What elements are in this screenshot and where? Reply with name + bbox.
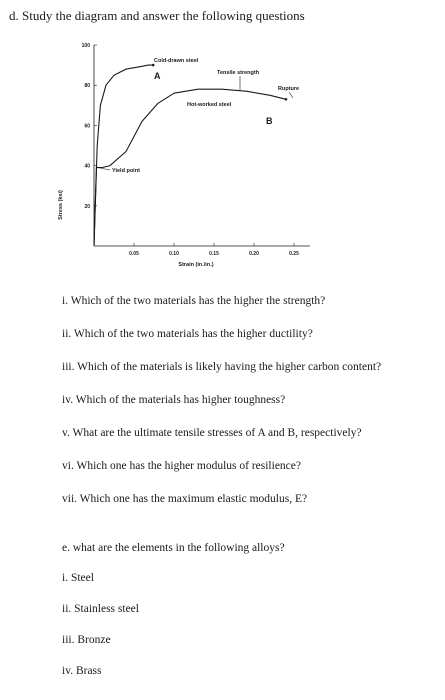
question-item: i. Which of the two materials has the higher the strength? [62, 295, 326, 307]
chart-curves [94, 64, 287, 246]
annotation-cold-drawn-steel: Cold-drawn steel [154, 58, 199, 64]
question-item: v. What are the ultimate tensile stresses of A and B, respectively? [62, 427, 362, 439]
annotation-leaders [100, 76, 293, 170]
series-cold-drawn-steel-line [94, 65, 153, 246]
x-tick-label: 0.20 [249, 251, 259, 257]
alloy-item: iii. Bronze [62, 634, 111, 646]
leader-rupture [289, 92, 293, 98]
annotation-hot-worked-steel: Hot-worked steel [187, 102, 232, 108]
x-axis-label: Strain (in./in.) [178, 262, 214, 268]
y-tick-label: 20 [84, 203, 90, 210]
annotation-rupture: Rupture [278, 86, 300, 92]
point-label-b: B [266, 116, 273, 126]
x-tick-label: 0.25 [289, 251, 299, 257]
annotation-yield-point: Yield point [112, 168, 140, 174]
y-tick-label: 80 [84, 83, 90, 90]
alloy-item: i. Steel [62, 572, 94, 584]
y-tick-label: 60 [84, 123, 90, 130]
leader-yield-point [100, 168, 110, 170]
series-end-point [152, 64, 155, 67]
alloy-item: ii. Stainless steel [62, 603, 139, 615]
question-item: iii. Which of the materials is likely having the higher carbon content? [62, 361, 382, 373]
x-tick-label: 0.10 [169, 251, 179, 257]
question-item: vii. Which one has the maximum elastic modulus, E? [62, 493, 308, 505]
y-tick-label: 40 [84, 163, 90, 170]
stress-strain-chart [0, 38, 445, 283]
chart-axes [94, 45, 310, 246]
page-heading: d. Study the diagram and answer the following questions [9, 8, 305, 23]
x-tick-label: 0.05 [129, 251, 139, 257]
question-item: iv. Which of the materials has higher toughness? [62, 394, 286, 406]
point-label-a: A [154, 71, 161, 81]
question-item: ii. Which of the two materials has the higher ductility? [62, 328, 313, 340]
series-end-point [285, 98, 288, 101]
y-axis-label: Stress (ksi) [58, 190, 64, 220]
y-tick-label: 100 [81, 43, 90, 49]
question-item: vi. Which one has the higher modulus of resilience? [62, 460, 301, 472]
alloy-item: iv. Brass [62, 665, 102, 677]
x-tick-label: 0.15 [209, 251, 219, 257]
section-e-prompt: e. what are the elements in the following alloys? [62, 542, 285, 554]
annotation-tensile-strength: Tensile strength [217, 70, 260, 76]
